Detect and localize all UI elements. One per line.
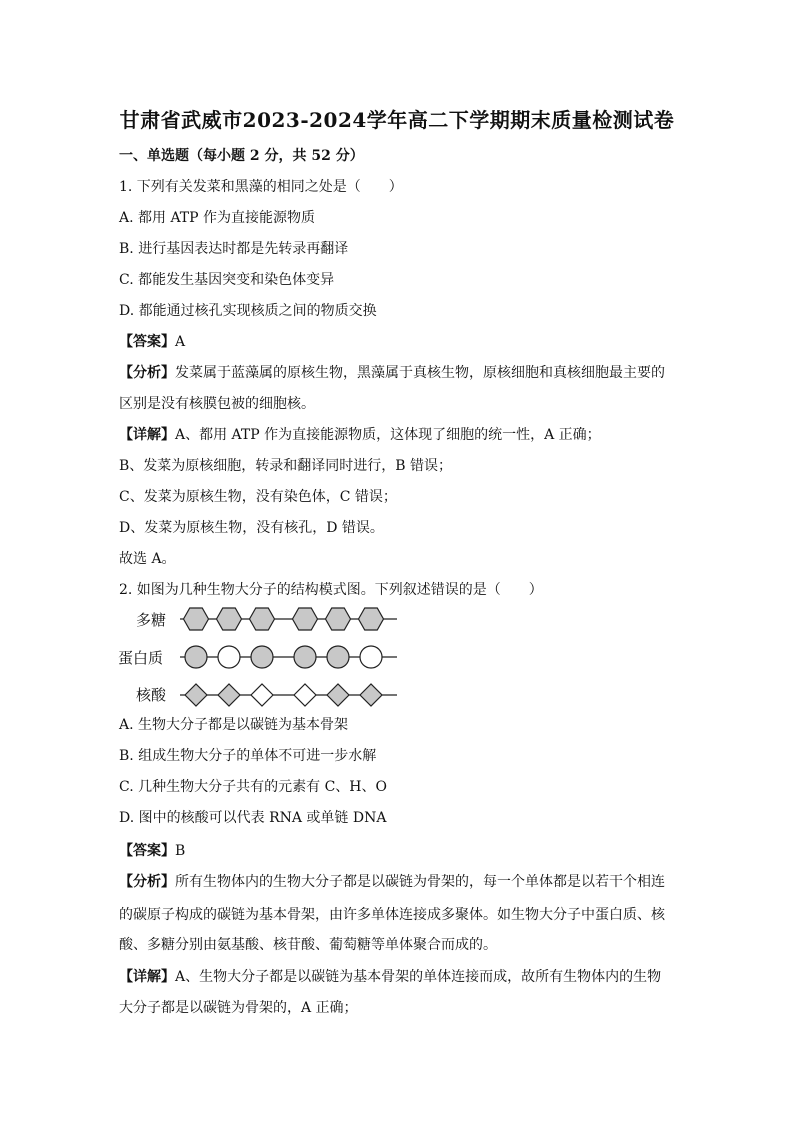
polysaccharide-chain (180, 608, 397, 630)
detail-tag: 【详解】 (119, 969, 175, 985)
q2-detail-line-2: 大分子都是以碳链为骨架的，A 正确； (119, 1000, 358, 1016)
nucleotide-diamond (218, 684, 240, 706)
amino-acid-circle (327, 646, 349, 668)
q2-analysis-line-2: 的碳原子构成的碳链为基本骨架，由许多单体连接成多聚体。如生物大分子中蛋白质、核 (119, 907, 665, 923)
q2-analysis-line-3: 酸、多糖分别由氨基酸、核苷酸、葡萄糖等单体聚合而成的。 (119, 937, 497, 953)
answer-value: B (175, 843, 186, 859)
q1-option-a: A. 都用 ATP 作为直接能源物质 (119, 210, 316, 226)
monosaccharide-hexagon (250, 608, 275, 630)
q2-detail-line-1 (119, 967, 661, 987)
q2-answer (119, 841, 185, 861)
nucleotide-diamond (185, 684, 207, 706)
monosaccharide-hexagon (359, 608, 384, 630)
macromolecule-figure (110, 600, 410, 710)
q1-stem: 1. 下列有关发菜和黑藻的相同之处是（ ） (119, 179, 403, 195)
q1-option-d: D. 都能通过核孔实现核质之间的物质交换 (119, 303, 377, 319)
label-nucleic-acid: 核酸 (136, 686, 167, 704)
q2-option-a: A. 生物大分子都是以碳链为基本骨架 (119, 717, 349, 733)
detail-tag: 【详解】 (119, 427, 175, 443)
q2-option-d: D. 图中的核酸可以代表 RNA 或单链 DNA (119, 810, 387, 826)
detail-text: A、都用 ATP 作为直接能源物质，这体现了细胞的统一性，A 正确； (175, 427, 601, 443)
q1-option-c: C. 都能发生基因突变和染色体变异 (119, 272, 335, 288)
amino-acid-circle (294, 646, 316, 668)
nucleotide-diamond (327, 684, 349, 706)
analysis-tag: 【分析】 (119, 365, 175, 381)
nucleic-acid-chain (180, 684, 397, 706)
q1-conclusion: 故选 A。 (119, 551, 176, 567)
monosaccharide-hexagon (184, 608, 209, 630)
analysis-tag: 【分析】 (119, 874, 175, 890)
q2-option-b: B. 组成生物大分子的单体不可进一步水解 (119, 748, 377, 764)
macromolecule-diagram (110, 600, 410, 710)
q1-analysis-line-1 (119, 363, 665, 383)
protein-chain (180, 646, 397, 668)
section-heading: 一、单选题（每小题 2 分，共 52 分） (119, 148, 364, 164)
monosaccharide-hexagon (326, 608, 351, 630)
nucleotide-diamond (251, 684, 273, 706)
monosaccharide-hexagon (293, 608, 318, 630)
amino-acid-circle (251, 646, 273, 668)
q2-option-c: C. 几种生物大分子共有的元素有 C、H、O (119, 779, 387, 795)
q2-analysis-line-1 (119, 872, 665, 892)
q1-detail-line-1 (119, 425, 601, 445)
label-polysaccharide: 多糖 (136, 611, 167, 629)
q1-analysis-line-2: 区别是没有核膜包被的细胞核。 (119, 396, 315, 412)
analysis-text: 所有生物体内的生物大分子都是以碳链为骨架的，每一个单体都是以若干个相连 (175, 874, 665, 890)
q1-answer (119, 332, 185, 352)
detail-text: A、生物大分子都是以碳链为基本骨架的单体连接而成，故所有生物体内的生物 (175, 969, 662, 985)
label-protein: 蛋白质 (118, 649, 164, 667)
analysis-text: 发菜属于蓝藻属的原核生物，黑藻属于真核生物，原核细胞和真核细胞最主要的 (175, 365, 665, 381)
q1-detail-line-2: B、发菜为原核细胞，转录和翻译同时进行，B 错误； (119, 458, 453, 474)
monosaccharide-hexagon (217, 608, 242, 630)
q1-detail-line-4: D、发菜为原核生物，没有核孔，D 错误。 (119, 520, 384, 536)
nucleotide-diamond (360, 684, 382, 706)
answer-value: A (175, 334, 186, 350)
answer-tag: 【答案】 (119, 334, 175, 350)
q1-detail-line-3: C、发菜为原核生物，没有染色体，C 错误； (119, 489, 397, 505)
amino-acid-circle (185, 646, 207, 668)
document-title: 甘肃省武威市2023-2024学年高二下学期期末质量检测试卷 (119, 108, 675, 132)
q1-option-b: B. 进行基因表达时都是先转录再翻译 (119, 241, 349, 257)
nucleotide-diamond (294, 684, 316, 706)
amino-acid-circle (218, 646, 240, 668)
answer-tag: 【答案】 (119, 843, 175, 859)
amino-acid-circle (360, 646, 382, 668)
q2-stem: 2. 如图为几种生物大分子的结构模式图。下列叙述错误的是（ ） (119, 582, 543, 598)
